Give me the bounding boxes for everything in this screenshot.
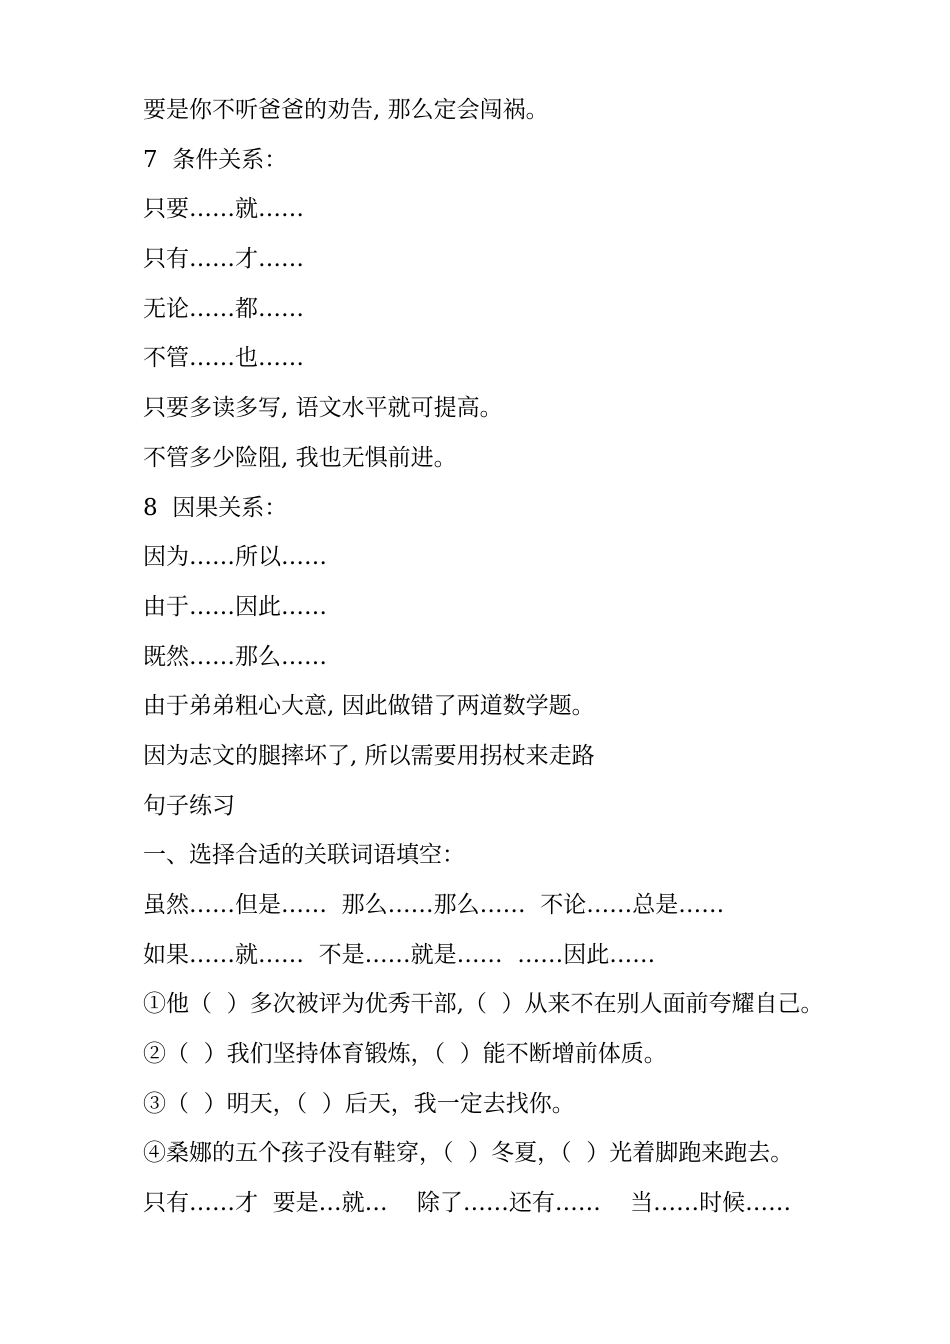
text-line-11: 由于……因此…… xyxy=(143,593,327,620)
word-bank-line-2: 如果……就…… 不是……就是…… ……因此…… xyxy=(143,941,656,968)
word-bank-line-3: 只有……才 要是…就… 除了……还有…… 当……时候…… xyxy=(143,1190,792,1217)
exercise-instruction: 一、选择合适的关联词语填空： xyxy=(143,842,465,869)
word-bank-line-1: 虽然……但是…… 那么……那么…… 不论……总是…… xyxy=(143,892,725,918)
section-heading-causal: 8 因果关系： xyxy=(143,494,288,521)
document-body xyxy=(143,86,933,1229)
text-line-7: 只要多读多写, 语文水平就可提高。 xyxy=(143,395,503,422)
text-line-5: 无论……都…… xyxy=(143,295,304,322)
text-line-4: 只有……才…… xyxy=(143,246,304,273)
text-line-10: 因为……所以…… xyxy=(143,544,327,571)
text-line-8: 不管多少险阻, 我也无惧前进。 xyxy=(143,444,457,471)
section-heading-conditional: 7 条件关系： xyxy=(143,146,288,173)
exercise-item-3: ③（ ）明天，（ ）后天，我一定去找你。 xyxy=(143,1090,575,1117)
text-line-13: 由于弟弟粗心大意, 因此做错了两道数学题。 xyxy=(143,693,595,720)
exercise-item-1: ①他（ ）多次被评为优秀干部,（ ）从来不在别人面前夸耀自己。 xyxy=(143,991,824,1018)
section-heading-practice: 句子练习 xyxy=(143,792,235,819)
exercise-item-4: ④桑娜的五个孩子没有鞋穿，（ ）冬夏，（ ）光着脚跑来跑去。 xyxy=(143,1140,794,1167)
text-line-14: 因为志文的腿摔坏了, 所以需要用拐杖来走路 xyxy=(143,742,595,769)
text-line-6: 不管……也…… xyxy=(143,345,304,372)
text-line-12: 既然……那么…… xyxy=(143,643,327,670)
exercise-item-2: ②（ ）我们坚持体育锻炼，（ ）能不断增前体质。 xyxy=(143,1041,667,1068)
text-line-1: 要是你不听爸爸的劝告, 那么定会闯祸。 xyxy=(143,97,549,123)
text-line-3: 只要……就…… xyxy=(143,196,304,223)
